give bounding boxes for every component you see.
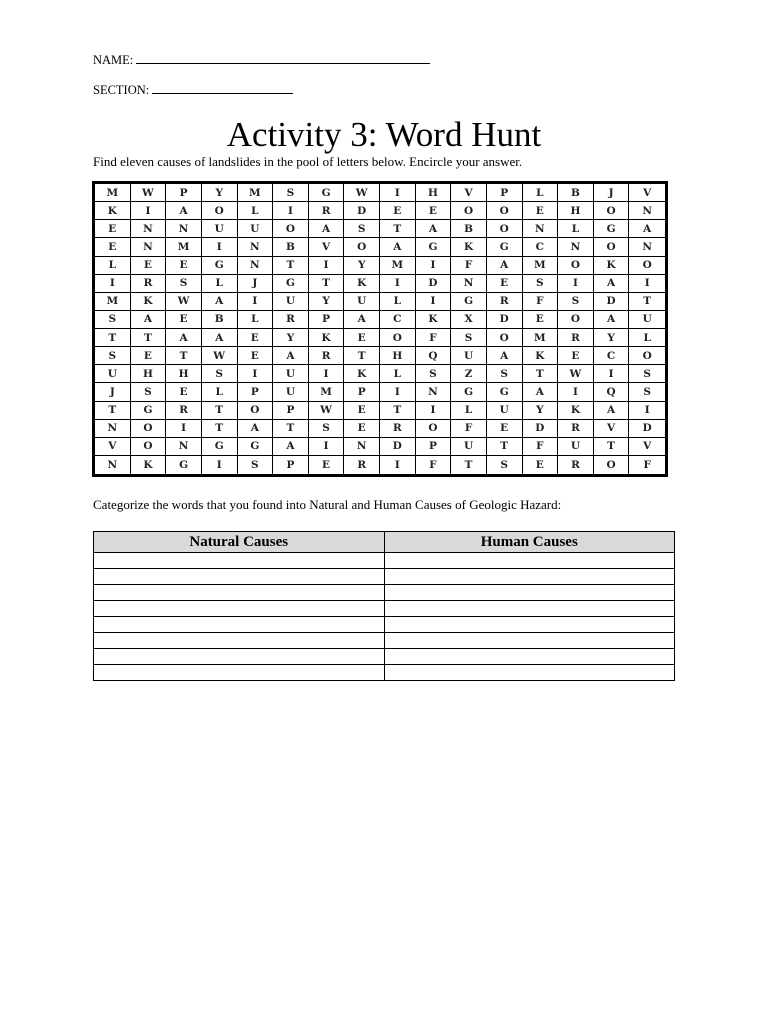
grid-letter-cell[interactable]: P <box>416 438 452 456</box>
grid-letter-cell[interactable]: E <box>416 202 452 220</box>
causes-table-row <box>94 601 675 617</box>
grid-letter-cell[interactable]: G <box>451 383 487 401</box>
natural-causes-header: Natural Causes <box>94 532 385 553</box>
causes-table-row <box>94 553 675 569</box>
grid-letter-cell[interactable]: T <box>380 220 416 238</box>
grid-letter-cell[interactable]: B <box>202 311 238 329</box>
grid-letter-cell[interactable]: K <box>451 238 487 256</box>
grid-letter-cell[interactable]: A <box>273 347 309 365</box>
grid-letter-cell[interactable]: I <box>202 238 238 256</box>
grid-letter-cell[interactable]: G <box>416 238 452 256</box>
grid-letter-cell[interactable]: S <box>487 456 523 474</box>
grid-letter-cell[interactable]: O <box>558 311 594 329</box>
grid-letter-cell[interactable]: K <box>344 275 380 293</box>
grid-letter-cell[interactable]: I <box>380 383 416 401</box>
grid-letter-cell[interactable]: B <box>558 184 594 202</box>
grid-letter-cell[interactable]: U <box>344 293 380 311</box>
grid-letter-cell[interactable]: C <box>594 347 630 365</box>
instructions-text: Find eleven causes of landslides in the pool of letters below. Encircle your answer. <box>93 154 523 169</box>
grid-letter-cell[interactable]: P <box>273 402 309 420</box>
grid-letter-cell[interactable]: Y <box>202 184 238 202</box>
grid-letter-cell[interactable]: G <box>487 383 523 401</box>
grid-letter-cell[interactable]: D <box>629 420 665 438</box>
human-causes-header: Human Causes <box>384 532 675 553</box>
grid-letter-cell[interactable]: I <box>309 438 345 456</box>
grid-letter-cell[interactable]: W <box>131 184 167 202</box>
grid-letter-cell[interactable]: K <box>558 402 594 420</box>
grid-letter-cell[interactable]: M <box>380 257 416 275</box>
grid-letter-cell[interactable]: Y <box>344 257 380 275</box>
grid-letter-cell[interactable]: B <box>273 238 309 256</box>
grid-letter-cell[interactable]: O <box>558 257 594 275</box>
causes-table-body <box>94 553 675 681</box>
grid-letter-cell[interactable]: T <box>380 402 416 420</box>
grid-letter-cell[interactable]: E <box>238 329 274 347</box>
grid-letter-cell[interactable]: I <box>95 275 131 293</box>
grid-letter-cell[interactable]: M <box>523 329 559 347</box>
grid-letter-cell[interactable]: J <box>238 275 274 293</box>
grid-letter-cell[interactable]: I <box>558 383 594 401</box>
human-cause-cell[interactable] <box>384 633 675 649</box>
grid-letter-cell[interactable]: U <box>95 365 131 383</box>
name-label: NAME: <box>93 53 134 67</box>
grid-letter-cell[interactable]: F <box>523 293 559 311</box>
grid-letter-cell[interactable]: N <box>344 438 380 456</box>
grid-letter-cell[interactable]: M <box>95 293 131 311</box>
grid-letter-cell[interactable]: A <box>629 220 665 238</box>
human-cause-cell[interactable] <box>384 569 675 585</box>
grid-letter-cell[interactable]: T <box>273 420 309 438</box>
grid-letter-cell[interactable]: N <box>238 238 274 256</box>
grid-letter-cell[interactable]: A <box>594 402 630 420</box>
grid-letter-cell[interactable]: E <box>487 275 523 293</box>
grid-letter-cell[interactable]: I <box>380 275 416 293</box>
grid-letter-cell[interactable]: U <box>238 220 274 238</box>
grid-letter-cell[interactable]: V <box>451 184 487 202</box>
grid-letter-cell[interactable]: A <box>487 257 523 275</box>
grid-letter-cell[interactable]: O <box>487 220 523 238</box>
grid-letter-cell[interactable]: I <box>131 202 167 220</box>
grid-letter-cell[interactable]: A <box>416 220 452 238</box>
grid-letter-cell[interactable]: S <box>273 184 309 202</box>
grid-letter-cell[interactable]: D <box>344 202 380 220</box>
grid-letter-cell[interactable]: W <box>558 365 594 383</box>
human-cause-cell[interactable] <box>384 665 675 681</box>
grid-letter-cell[interactable]: N <box>416 383 452 401</box>
grid-letter-cell[interactable]: A <box>309 220 345 238</box>
grid-letter-cell[interactable]: B <box>451 220 487 238</box>
grid-letter-cell[interactable]: S <box>558 293 594 311</box>
grid-letter-cell[interactable]: I <box>166 420 202 438</box>
grid-letter-cell[interactable]: S <box>202 365 238 383</box>
name-field[interactable] <box>93 51 430 68</box>
grid-letter-cell[interactable]: S <box>166 275 202 293</box>
grid-letter-cell[interactable]: A <box>238 420 274 438</box>
grid-letter-cell[interactable]: L <box>523 184 559 202</box>
grid-letter-cell[interactable]: C <box>380 311 416 329</box>
grid-letter-cell[interactable]: Q <box>416 347 452 365</box>
grid-letter-cell[interactable]: H <box>131 365 167 383</box>
grid-letter-cell[interactable]: E <box>523 311 559 329</box>
grid-letter-cell[interactable]: W <box>202 347 238 365</box>
grid-letter-cell[interactable]: W <box>344 184 380 202</box>
grid-letter-cell[interactable]: R <box>273 311 309 329</box>
grid-letter-cell[interactable]: E <box>344 402 380 420</box>
grid-letter-cell[interactable]: I <box>273 202 309 220</box>
grid-letter-cell[interactable]: H <box>380 347 416 365</box>
grid-letter-cell[interactable]: T <box>273 257 309 275</box>
grid-letter-cell[interactable]: S <box>309 420 345 438</box>
grid-letter-cell[interactable]: G <box>166 456 202 474</box>
grid-letter-cell[interactable]: S <box>131 383 167 401</box>
grid-letter-cell[interactable]: O <box>131 420 167 438</box>
grid-letter-cell[interactable]: A <box>131 311 167 329</box>
grid-letter-cell[interactable]: O <box>380 329 416 347</box>
grid-letter-cell[interactable]: D <box>380 438 416 456</box>
grid-letter-cell[interactable]: L <box>202 383 238 401</box>
grid-letter-cell[interactable]: U <box>202 220 238 238</box>
grid-letter-cell[interactable]: E <box>523 202 559 220</box>
causes-table-header-row <box>94 532 675 553</box>
grid-letter-cell[interactable]: T <box>451 456 487 474</box>
grid-letter-cell[interactable]: A <box>523 383 559 401</box>
grid-letter-cell[interactable]: O <box>238 402 274 420</box>
grid-letter-cell[interactable]: H <box>166 365 202 383</box>
grid-letter-cell[interactable]: X <box>451 311 487 329</box>
grid-letter-cell[interactable]: E <box>344 420 380 438</box>
grid-letter-cell[interactable]: N <box>558 238 594 256</box>
grid-letter-cell[interactable]: V <box>95 438 131 456</box>
grid-letter-cell[interactable]: L <box>451 402 487 420</box>
grid-letter-cell[interactable]: R <box>344 456 380 474</box>
grid-letter-cell[interactable]: I <box>202 456 238 474</box>
grid-letter-cell[interactable]: I <box>558 275 594 293</box>
grid-letter-cell[interactable]: P <box>273 456 309 474</box>
grid-letter-cell[interactable]: N <box>166 220 202 238</box>
grid-letter-cell[interactable]: P <box>309 311 345 329</box>
grid-letter-cell[interactable]: S <box>416 365 452 383</box>
grid-letter-cell[interactable]: D <box>416 275 452 293</box>
grid-letter-cell[interactable]: M <box>523 257 559 275</box>
grid-letter-cell[interactable]: A <box>594 275 630 293</box>
causes-table <box>93 531 675 681</box>
grid-letter-cell[interactable]: N <box>166 438 202 456</box>
grid-letter-cell[interactable]: U <box>273 365 309 383</box>
grid-letter-cell[interactable]: I <box>629 275 665 293</box>
grid-letter-cell[interactable]: N <box>95 456 131 474</box>
grid-letter-cell[interactable]: K <box>309 329 345 347</box>
grid-letter-cell[interactable]: U <box>487 402 523 420</box>
grid-letter-cell[interactable]: S <box>95 347 131 365</box>
section-field[interactable] <box>93 81 293 98</box>
causes-table-row <box>94 569 675 585</box>
grid-letter-cell[interactable]: R <box>558 420 594 438</box>
grid-letter-cell[interactable]: R <box>487 293 523 311</box>
causes-table-row <box>94 633 675 649</box>
grid-letter-cell[interactable]: P <box>344 383 380 401</box>
grid-letter-cell[interactable]: H <box>416 184 452 202</box>
grid-letter-cell[interactable]: N <box>523 220 559 238</box>
grid-letter-cell[interactable]: L <box>380 293 416 311</box>
grid-letter-cell[interactable]: G <box>594 220 630 238</box>
natural-cause-cell[interactable] <box>94 665 385 681</box>
grid-letter-cell[interactable]: T <box>594 438 630 456</box>
grid-letter-cell[interactable]: S <box>238 456 274 474</box>
grid-letter-cell[interactable]: N <box>95 420 131 438</box>
grid-letter-cell[interactable]: K <box>344 365 380 383</box>
page-title: Activity 3: Word Hunt <box>226 115 542 154</box>
causes-table-row <box>94 665 675 681</box>
grid-letter-cell[interactable]: I <box>238 293 274 311</box>
grid-letter-cell[interactable]: K <box>131 293 167 311</box>
natural-cause-cell[interactable] <box>94 633 385 649</box>
grid-letter-cell[interactable]: T <box>202 420 238 438</box>
grid-letter-cell[interactable]: I <box>416 257 452 275</box>
grid-letter-cell[interactable]: E <box>344 329 380 347</box>
grid-letter-cell[interactable]: Z <box>451 365 487 383</box>
grid-letter-cell[interactable]: E <box>558 347 594 365</box>
grid-letter-cell[interactable]: O <box>487 202 523 220</box>
grid-letter-cell[interactable]: O <box>344 238 380 256</box>
natural-cause-cell[interactable] <box>94 617 385 633</box>
grid-letter-cell[interactable]: A <box>380 238 416 256</box>
grid-letter-cell[interactable]: A <box>166 202 202 220</box>
name-blank-line[interactable] <box>136 51 430 64</box>
grid-letter-cell[interactable]: T <box>95 402 131 420</box>
grid-letter-cell[interactable]: L <box>95 257 131 275</box>
grid-letter-cell[interactable]: E <box>523 456 559 474</box>
grid-letter-cell[interactable]: G <box>238 438 274 456</box>
grid-letter-cell[interactable]: T <box>202 402 238 420</box>
grid-letter-cell[interactable]: U <box>273 383 309 401</box>
grid-letter-cell[interactable]: S <box>629 365 665 383</box>
grid-letter-cell[interactable]: U <box>451 347 487 365</box>
grid-letter-cell[interactable]: R <box>309 202 345 220</box>
grid-letter-cell[interactable]: H <box>558 202 594 220</box>
grid-letter-cell[interactable]: V <box>629 438 665 456</box>
grid-letter-cell[interactable]: L <box>558 220 594 238</box>
grid-letter-cell[interactable]: I <box>416 402 452 420</box>
grid-letter-cell[interactable]: T <box>309 275 345 293</box>
grid-letter-cell[interactable]: R <box>131 275 167 293</box>
grid-letter-cell[interactable]: F <box>451 257 487 275</box>
grid-letter-cell[interactable]: G <box>202 257 238 275</box>
grid-letter-cell[interactable]: S <box>95 311 131 329</box>
grid-letter-cell[interactable]: F <box>523 438 559 456</box>
grid-letter-cell[interactable]: T <box>131 329 167 347</box>
grid-letter-cell[interactable]: E <box>238 347 274 365</box>
grid-letter-cell[interactable]: Q <box>594 383 630 401</box>
grid-letter-cell[interactable]: G <box>202 438 238 456</box>
grid-letter-cell[interactable]: L <box>380 365 416 383</box>
grid-letter-cell[interactable]: T <box>166 347 202 365</box>
section-label: SECTION: <box>93 83 150 97</box>
grid-letter-cell[interactable]: D <box>523 420 559 438</box>
grid-letter-cell[interactable]: W <box>309 402 345 420</box>
grid-letter-cell[interactable]: A <box>594 311 630 329</box>
grid-letter-cell[interactable]: I <box>594 365 630 383</box>
grid-letter-cell[interactable]: F <box>416 456 452 474</box>
grid-letter-cell[interactable]: I <box>629 402 665 420</box>
grid-letter-cell[interactable]: T <box>523 365 559 383</box>
categorize-instructions: Categorize the words that you found into Natural and Human Causes of Geologic Hazard: <box>93 497 562 512</box>
grid-letter-cell[interactable]: K <box>416 311 452 329</box>
grid-letter-cell[interactable]: M <box>238 184 274 202</box>
natural-cause-cell[interactable] <box>94 569 385 585</box>
grid-letter-cell[interactable]: E <box>95 220 131 238</box>
grid-letter-cell[interactable]: S <box>523 275 559 293</box>
grid-letter-cell[interactable]: T <box>487 438 523 456</box>
grid-letter-cell[interactable]: I <box>380 184 416 202</box>
grid-letter-cell[interactable]: G <box>451 293 487 311</box>
grid-letter-cell[interactable]: N <box>131 220 167 238</box>
grid-letter-cell[interactable]: A <box>202 293 238 311</box>
grid-letter-cell[interactable]: L <box>238 311 274 329</box>
grid-letter-cell[interactable]: K <box>594 257 630 275</box>
grid-letter-cell[interactable]: U <box>273 293 309 311</box>
grid-letter-cell[interactable]: O <box>629 257 665 275</box>
grid-letter-cell[interactable]: E <box>487 420 523 438</box>
grid-letter-cell[interactable]: A <box>487 347 523 365</box>
grid-letter-cell[interactable]: K <box>523 347 559 365</box>
grid-letter-cell[interactable]: O <box>451 202 487 220</box>
grid-letter-cell[interactable]: L <box>202 275 238 293</box>
grid-letter-cell[interactable]: E <box>131 347 167 365</box>
grid-letter-cell[interactable]: G <box>309 184 345 202</box>
grid-letter-cell[interactable]: G <box>131 402 167 420</box>
natural-cause-cell[interactable] <box>94 649 385 665</box>
grid-letter-cell[interactable]: O <box>273 220 309 238</box>
causes-table-row <box>94 585 675 601</box>
natural-cause-cell[interactable] <box>94 601 385 617</box>
grid-letter-cell[interactable]: O <box>416 420 452 438</box>
grid-letter-cell[interactable]: A <box>166 329 202 347</box>
grid-letter-cell[interactable]: G <box>487 238 523 256</box>
grid-letter-cell[interactable]: V <box>629 184 665 202</box>
grid-letter-cell[interactable]: O <box>487 329 523 347</box>
grid-letter-cell[interactable]: E <box>166 311 202 329</box>
grid-letter-cell[interactable]: I <box>416 293 452 311</box>
natural-cause-cell[interactable] <box>94 553 385 569</box>
grid-letter-cell[interactable]: A <box>202 329 238 347</box>
grid-letter-cell[interactable]: Y <box>309 293 345 311</box>
grid-letter-cell[interactable]: W <box>166 293 202 311</box>
grid-letter-cell[interactable]: T <box>629 293 665 311</box>
grid-letter-cell[interactable]: Y <box>594 329 630 347</box>
grid-letter-cell[interactable]: I <box>380 456 416 474</box>
human-cause-cell[interactable] <box>384 617 675 633</box>
grid-letter-cell[interactable]: N <box>629 202 665 220</box>
grid-letter-cell[interactable]: E <box>166 257 202 275</box>
grid-letter-cell[interactable]: P <box>238 383 274 401</box>
grid-letter-cell[interactable]: V <box>594 420 630 438</box>
grid-letter-cell[interactable]: S <box>451 329 487 347</box>
grid-letter-cell[interactable]: T <box>95 329 131 347</box>
grid-letter-cell[interactable]: O <box>202 202 238 220</box>
grid-letter-cell[interactable]: R <box>309 347 345 365</box>
human-cause-cell[interactable] <box>384 553 675 569</box>
grid-letter-cell[interactable]: J <box>594 184 630 202</box>
causes-table-row <box>94 649 675 665</box>
grid-letter-cell[interactable]: M <box>309 383 345 401</box>
grid-letter-cell[interactable]: E <box>380 202 416 220</box>
word-search-grid[interactable] <box>92 181 668 477</box>
grid-letter-cell[interactable]: U <box>629 311 665 329</box>
grid-letter-cell[interactable]: R <box>558 456 594 474</box>
grid-letter-cell[interactable]: A <box>273 438 309 456</box>
human-cause-cell[interactable] <box>384 649 675 665</box>
grid-letter-cell[interactable]: I <box>309 365 345 383</box>
grid-letter-cell[interactable]: M <box>95 184 131 202</box>
human-cause-cell[interactable] <box>384 585 675 601</box>
grid-letter-cell[interactable]: E <box>309 456 345 474</box>
grid-letter-cell[interactable]: Y <box>523 402 559 420</box>
grid-letter-cell[interactable]: J <box>95 383 131 401</box>
grid-letter-cell[interactable]: E <box>131 257 167 275</box>
grid-letter-cell[interactable]: E <box>166 383 202 401</box>
causes-table-row <box>94 617 675 633</box>
grid-letter-cell[interactable]: O <box>131 438 167 456</box>
grid-letter-cell[interactable]: U <box>451 438 487 456</box>
natural-cause-cell[interactable] <box>94 585 385 601</box>
grid-letter-cell[interactable]: O <box>594 202 630 220</box>
grid-letter-cell[interactable]: E <box>95 238 131 256</box>
grid-letter-cell[interactable]: O <box>594 456 630 474</box>
grid-letter-cell[interactable]: D <box>487 311 523 329</box>
grid-letter-cell[interactable]: L <box>238 202 274 220</box>
human-cause-cell[interactable] <box>384 601 675 617</box>
grid-letter-cell[interactable]: K <box>131 456 167 474</box>
grid-letter-cell[interactable]: V <box>309 238 345 256</box>
grid-letter-cell[interactable]: N <box>451 275 487 293</box>
grid-letter-cell[interactable]: L <box>629 329 665 347</box>
grid-letter-cell[interactable]: P <box>166 184 202 202</box>
grid-letter-cell[interactable]: S <box>629 383 665 401</box>
grid-letter-cell[interactable]: T <box>344 347 380 365</box>
grid-letter-cell[interactable]: R <box>380 420 416 438</box>
grid-letter-cell[interactable]: N <box>238 257 274 275</box>
grid-letter-cell[interactable]: F <box>416 329 452 347</box>
grid-letter-cell[interactable]: F <box>643 458 651 471</box>
grid-letter-cell[interactable]: R <box>558 329 594 347</box>
grid-letter-cell[interactable]: M <box>166 238 202 256</box>
grid-letter-cell[interactable]: O <box>629 347 665 365</box>
grid-letter-cell[interactable]: D <box>594 293 630 311</box>
grid-letter-cell[interactable]: O <box>594 238 630 256</box>
grid-letter-cell[interactable]: F <box>451 420 487 438</box>
grid-letter-cell[interactable]: G <box>273 275 309 293</box>
grid-letter-cell[interactable]: I <box>309 257 345 275</box>
section-blank-line[interactable] <box>152 81 293 94</box>
grid-letter-cell[interactable]: I <box>238 365 274 383</box>
grid-letter-cell[interactable]: A <box>344 311 380 329</box>
grid-letter-cell[interactable]: Y <box>273 329 309 347</box>
grid-letter-cell[interactable]: S <box>344 220 380 238</box>
grid-letter-cell[interactable]: K <box>95 202 131 220</box>
grid-letter-cell[interactable]: P <box>487 184 523 202</box>
grid-letter-cell[interactable]: C <box>523 238 559 256</box>
grid-letter-cell[interactable]: N <box>131 238 167 256</box>
grid-letter-cell[interactable]: R <box>166 402 202 420</box>
grid-letter-cell[interactable]: N <box>629 238 665 256</box>
grid-letter-cell[interactable]: S <box>487 365 523 383</box>
grid-letter-cell[interactable]: U <box>558 438 594 456</box>
